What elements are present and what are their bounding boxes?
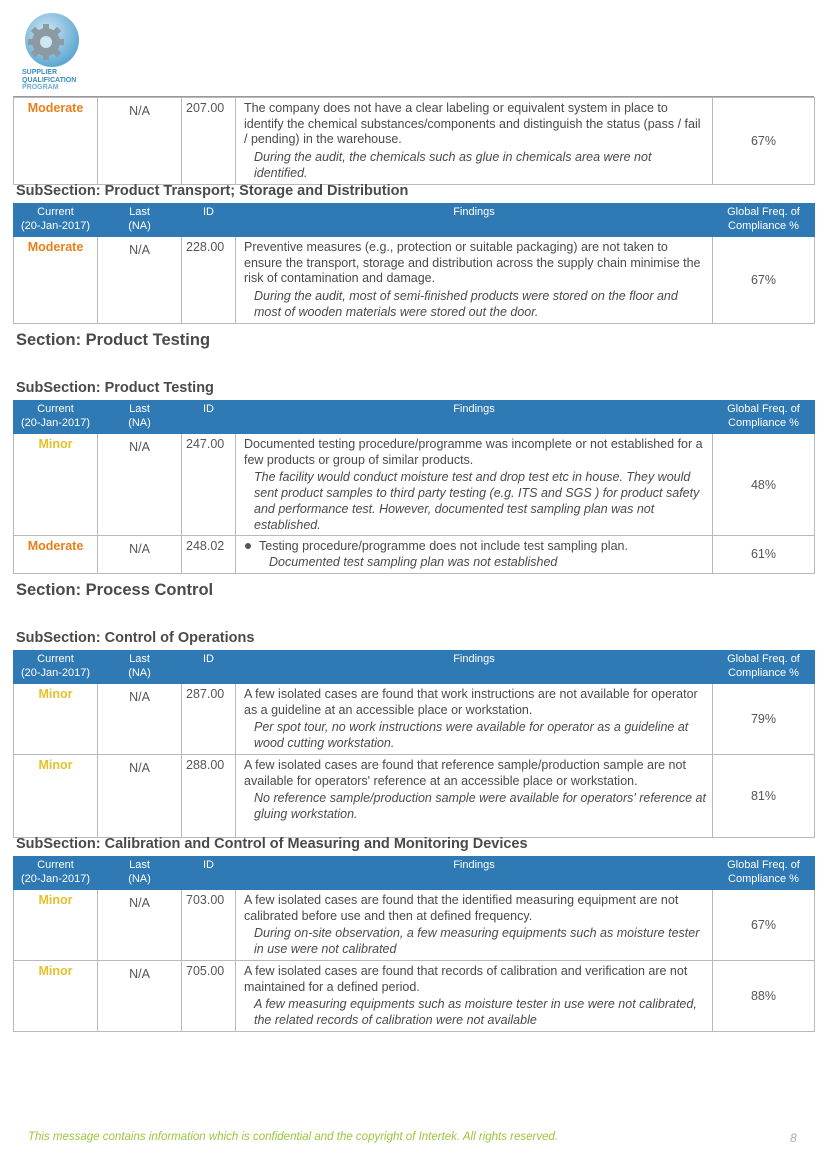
compliance-freq-cell: 61%	[713, 536, 815, 573]
id-cell: 207.00	[182, 98, 236, 185]
findings-table-block0	[13, 97, 814, 185]
header-current: Current (20-Jan-2017)	[14, 857, 98, 890]
observation-text: During the audit, most of semi-finished products were stored on the floor and most of wooden materials were stored out the door.	[254, 289, 678, 319]
table-body	[14, 237, 815, 324]
id-cell: 248.02	[182, 536, 236, 573]
rating-cell: Minor	[14, 434, 98, 536]
header-row	[14, 401, 815, 434]
last-rating-cell: N/A	[98, 536, 182, 573]
findings-table-block2	[13, 400, 814, 574]
table-row	[14, 237, 815, 324]
table-header	[14, 204, 815, 237]
finding-text: Documented testing procedure/programme was incomplete or not established for a few products or group of similar products.	[244, 437, 703, 467]
rating-cell: Minor	[14, 960, 98, 1031]
compliance-freq-cell: 79%	[713, 684, 815, 755]
findings-table	[13, 97, 815, 185]
header-freq: Global Freq. of Compliance %	[713, 857, 815, 890]
finding-text: Testing procedure/programme does not include test sampling plan.	[244, 539, 706, 555]
finding-text: A few isolated cases are found that work instructions are not available for operator as a guideline at an accessible place or workstation.	[244, 687, 698, 717]
rating-cell: Moderate	[14, 536, 98, 573]
logo-text	[22, 69, 86, 92]
subsection-title: SubSection: Control of Operations	[16, 630, 255, 646]
finding-text: The company does not have a clear labeling or equivalent system in place to identify the chemical substances/components and distinguish the status (pass / fail / pending) in the warehouse.	[244, 101, 701, 147]
rating-cell: Moderate	[14, 98, 98, 185]
observation-text: During on-site observation, a few measuring equipments such as moisture tester in use were not calibrated	[254, 926, 700, 957]
table-row	[14, 434, 815, 536]
findings-cell	[236, 684, 713, 755]
observation-text: Documented test sampling plan was not established	[269, 554, 558, 569]
subsection-title: SubSection: Product Testing	[16, 380, 214, 396]
table-header	[14, 401, 815, 434]
findings-table-block4	[13, 856, 814, 1032]
table-body	[14, 434, 815, 574]
header-id: ID	[182, 857, 236, 890]
last-rating-cell: N/A	[98, 960, 182, 1031]
header-last: Last (NA)	[98, 204, 182, 237]
header-id: ID	[182, 401, 236, 434]
finding-text: A few isolated cases are found that the identified measuring equipment are not calibrated before use and then at defined frequency.	[244, 893, 679, 923]
findings-cell	[236, 960, 713, 1031]
logo-line-1: SUPPLIER	[22, 69, 58, 76]
observation-text: Per spot tour, no work instructions were available for operator as a guideline at wood cutting workstation.	[254, 720, 689, 751]
findings-cell	[236, 237, 713, 324]
table-header	[14, 857, 815, 890]
finding-text: Preventive measures (e.g., protection or suitable packaging) are not taken to ensure the transport, storage and distribution across the supply chain minimise the risk of contamination and damage.	[244, 240, 701, 286]
subsection-title: SubSection: Calibration and Control of Measuring and Monitoring Devices	[16, 836, 528, 852]
observation-text: A few measuring equipments such as moisture tester in use were not calibrated, the related records of calibration were not available	[254, 997, 697, 1027]
header-freq: Global Freq. of Compliance %	[713, 401, 815, 434]
last-rating-cell: N/A	[98, 890, 182, 961]
observation-text: During the audit, the chemicals such as glue in chemicals area were not identified.	[254, 150, 652, 180]
header-findings: Findings	[236, 651, 713, 684]
id-cell: 247.00	[182, 434, 236, 536]
header-current: Current (20-Jan-2017)	[14, 204, 98, 237]
findings-cell	[236, 890, 713, 961]
logo-line-2: QUALIFICATION	[22, 76, 77, 84]
table-body	[14, 890, 815, 1032]
id-cell: 287.00	[182, 684, 236, 755]
id-cell: 288.00	[182, 754, 236, 837]
last-rating-cell: N/A	[98, 98, 182, 185]
header-id: ID	[182, 651, 236, 684]
last-rating-cell: N/A	[98, 237, 182, 324]
compliance-freq-cell: 48%	[713, 434, 815, 536]
findings-cell	[236, 536, 713, 573]
findings-table	[13, 650, 815, 838]
finding-text: A few isolated cases are found that reference sample/production sample are not available for operators' reference at an accessible place or workstation.	[244, 757, 686, 788]
id-cell: 705.00	[182, 960, 236, 1031]
last-rating-cell: N/A	[98, 754, 182, 837]
page-number: 8	[790, 1131, 797, 1145]
rating-cell: Moderate	[14, 237, 98, 324]
table-body	[14, 684, 815, 838]
compliance-freq-cell: 67%	[713, 890, 815, 961]
table-row	[14, 890, 815, 961]
findings-table	[13, 400, 815, 574]
header-last: Last (NA)	[98, 857, 182, 890]
header-freq: Global Freq. of Compliance %	[713, 204, 815, 237]
table-header	[14, 651, 815, 684]
globe-gear-icon	[22, 12, 80, 68]
findings-table-block1	[13, 203, 814, 324]
table-row	[14, 754, 815, 837]
compliance-freq-cell: 81%	[713, 754, 815, 837]
findings-table	[13, 856, 815, 1032]
findings-table	[13, 203, 815, 324]
header-id: ID	[182, 204, 236, 237]
header-row	[14, 857, 815, 890]
compliance-freq-cell: 67%	[713, 237, 815, 324]
findings-table-block3	[13, 650, 814, 838]
supplier-qualification-logo	[22, 12, 86, 94]
table-row	[14, 960, 815, 1031]
header-row	[14, 651, 815, 684]
rating-cell: Minor	[14, 754, 98, 837]
header-findings: Findings	[236, 204, 713, 237]
table-row	[14, 98, 815, 185]
compliance-freq-cell: 88%	[713, 960, 815, 1031]
header-last: Last (NA)	[98, 401, 182, 434]
logo-line-3: PROGRAM	[22, 84, 59, 91]
last-rating-cell: N/A	[98, 684, 182, 755]
confidentiality-footer: This message contains information which is confidential and the copyright of Intertek. All rights reserved.	[28, 1131, 559, 1143]
rating-cell: Minor	[14, 684, 98, 755]
header-current: Current (20-Jan-2017)	[14, 651, 98, 684]
header-current: Current (20-Jan-2017)	[14, 401, 98, 434]
table-row	[14, 536, 815, 573]
last-rating-cell: N/A	[98, 434, 182, 536]
findings-cell	[236, 434, 713, 536]
observation-text: No reference sample/production sample were available for operators' reference at gluing workstation.	[254, 791, 706, 821]
header-freq: Global Freq. of Compliance %	[713, 651, 815, 684]
id-cell: 228.00	[182, 237, 236, 324]
observation-text: The facility would conduct moisture test and drop test etc in house. They would sent product samples to third party testing (e.g. ITS and SGS ) for product safety and performance test. However, documented test sampling plan was not established.	[254, 470, 700, 532]
rating-cell: Minor	[14, 890, 98, 961]
section-title: Section: Process Control	[16, 581, 214, 599]
compliance-freq-cell: 67%	[713, 98, 815, 185]
header-findings: Findings	[236, 401, 713, 434]
header-row	[14, 204, 815, 237]
findings-cell	[236, 98, 713, 185]
findings-cell	[236, 754, 713, 837]
section-title: Section: Product Testing	[16, 331, 211, 349]
header-last: Last (NA)	[98, 651, 182, 684]
id-cell: 703.00	[182, 890, 236, 961]
table-body	[14, 98, 815, 185]
table-row	[14, 684, 815, 755]
header-findings: Findings	[236, 857, 713, 890]
subsection-title: SubSection: Product Transport; Storage and Distribution	[16, 183, 409, 199]
finding-text: A few isolated cases are found that records of calibration and verification are not maintained for a defined period.	[244, 963, 688, 994]
